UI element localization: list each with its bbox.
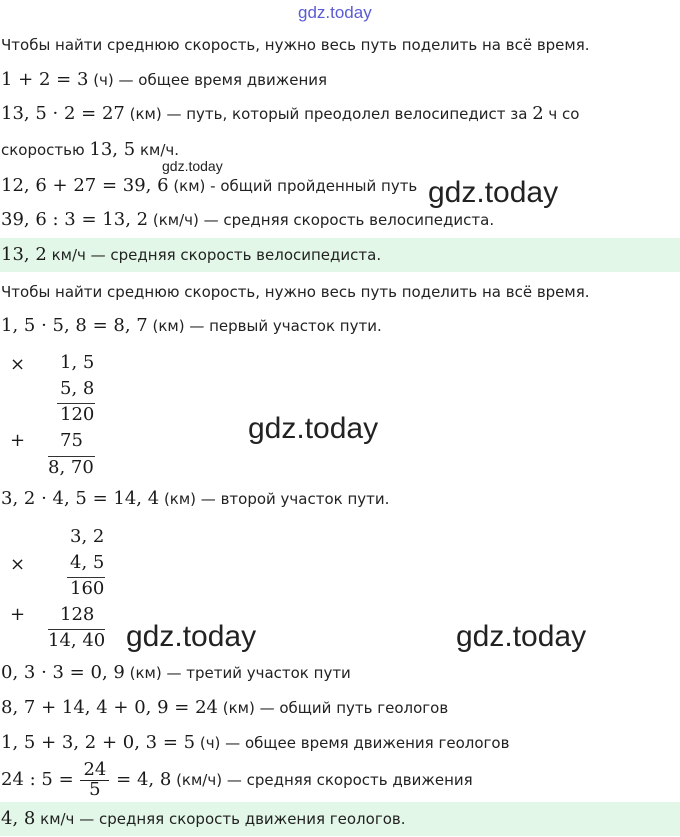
part2-line6: 24 : 5 = $\frac{24}{5}$ = 4, 8 (км/ч) — средняя скорость движения [1, 759, 473, 800]
calc2-times: × [10, 554, 26, 575]
part1-intro: Чтобы найти среднюю скорость, нужно весь путь поделить на всё время. [1, 36, 590, 54]
calc2-p2: 128 [60, 604, 95, 625]
part1-line4: 12, 6 + 27 = 39, 6 (км) - общий пройденный путь [1, 175, 418, 196]
watermark-top: gdz.today [298, 3, 372, 22]
part1-line1: 1 + 2 = 3 (ч) — общее время движения [1, 69, 328, 90]
part2-answer: 4, 8 км/ч — средняя скорость движения геологов. [0, 802, 680, 836]
part2-line5: 1, 5 + 3, 2 + 0, 3 = 5 (ч) — общее время движения геологов [1, 732, 510, 753]
calc1-plus: + [10, 430, 26, 451]
calc2-result: 14, 40 [48, 630, 106, 651]
calc2-plus: + [10, 604, 26, 625]
watermark-small: gdz.today [162, 158, 223, 174]
part1-line2: 13, 5 · 2 = 27 (км) — путь, который преодолел велосипедист за 2 ч со [1, 103, 580, 124]
calc2-b: 4, 5 [70, 552, 105, 573]
calc1-result: 8, 70 [48, 457, 94, 478]
watermark-3: gdz.today [126, 620, 257, 653]
part2-line2: 3, 2 · 4, 5 = 14, 4 (км) — второй участок пути. [1, 488, 390, 509]
calc1-a: 1, 5 [60, 352, 95, 373]
calc1-p1: 120 [60, 404, 95, 425]
watermark-2: gdz.today [248, 412, 379, 445]
part1-line5: 39, 6 : 3 = 13, 2 (км/ч) — средняя скорость велосипедиста. [1, 209, 495, 230]
watermark-1: gdz.today [428, 176, 559, 209]
calc2-p1: 160 [70, 578, 105, 599]
part2-line4: 8, 7 + 14, 4 + 0, 9 = 24 (км) — общий путь геологов [1, 697, 449, 718]
calc1-times: × [10, 354, 26, 375]
part1-line3: скоростью 13, 5 км/ч. [1, 139, 180, 160]
calc1-b: 5, 8 [60, 378, 95, 399]
calc1-p2: 75 [60, 430, 83, 451]
part2-line1: 1, 5 · 5, 8 = 8, 7 (км) — первый участок пути. [1, 315, 382, 336]
part2-line3: 0, 3 · 3 = 0, 9 (км) — третий участок пути [1, 662, 351, 683]
part1-answer: 13, 2 км/ч — средняя скорость велосипедиста. [0, 238, 680, 272]
calc2-a: 3, 2 [70, 526, 105, 547]
watermark-4: gdz.today [456, 620, 587, 653]
part2-intro: Чтобы найти среднюю скорость, нужно весь путь поделить на всё время. [1, 283, 590, 301]
fraction-24-5: $\frac{24}{5}$ [80, 761, 109, 800]
